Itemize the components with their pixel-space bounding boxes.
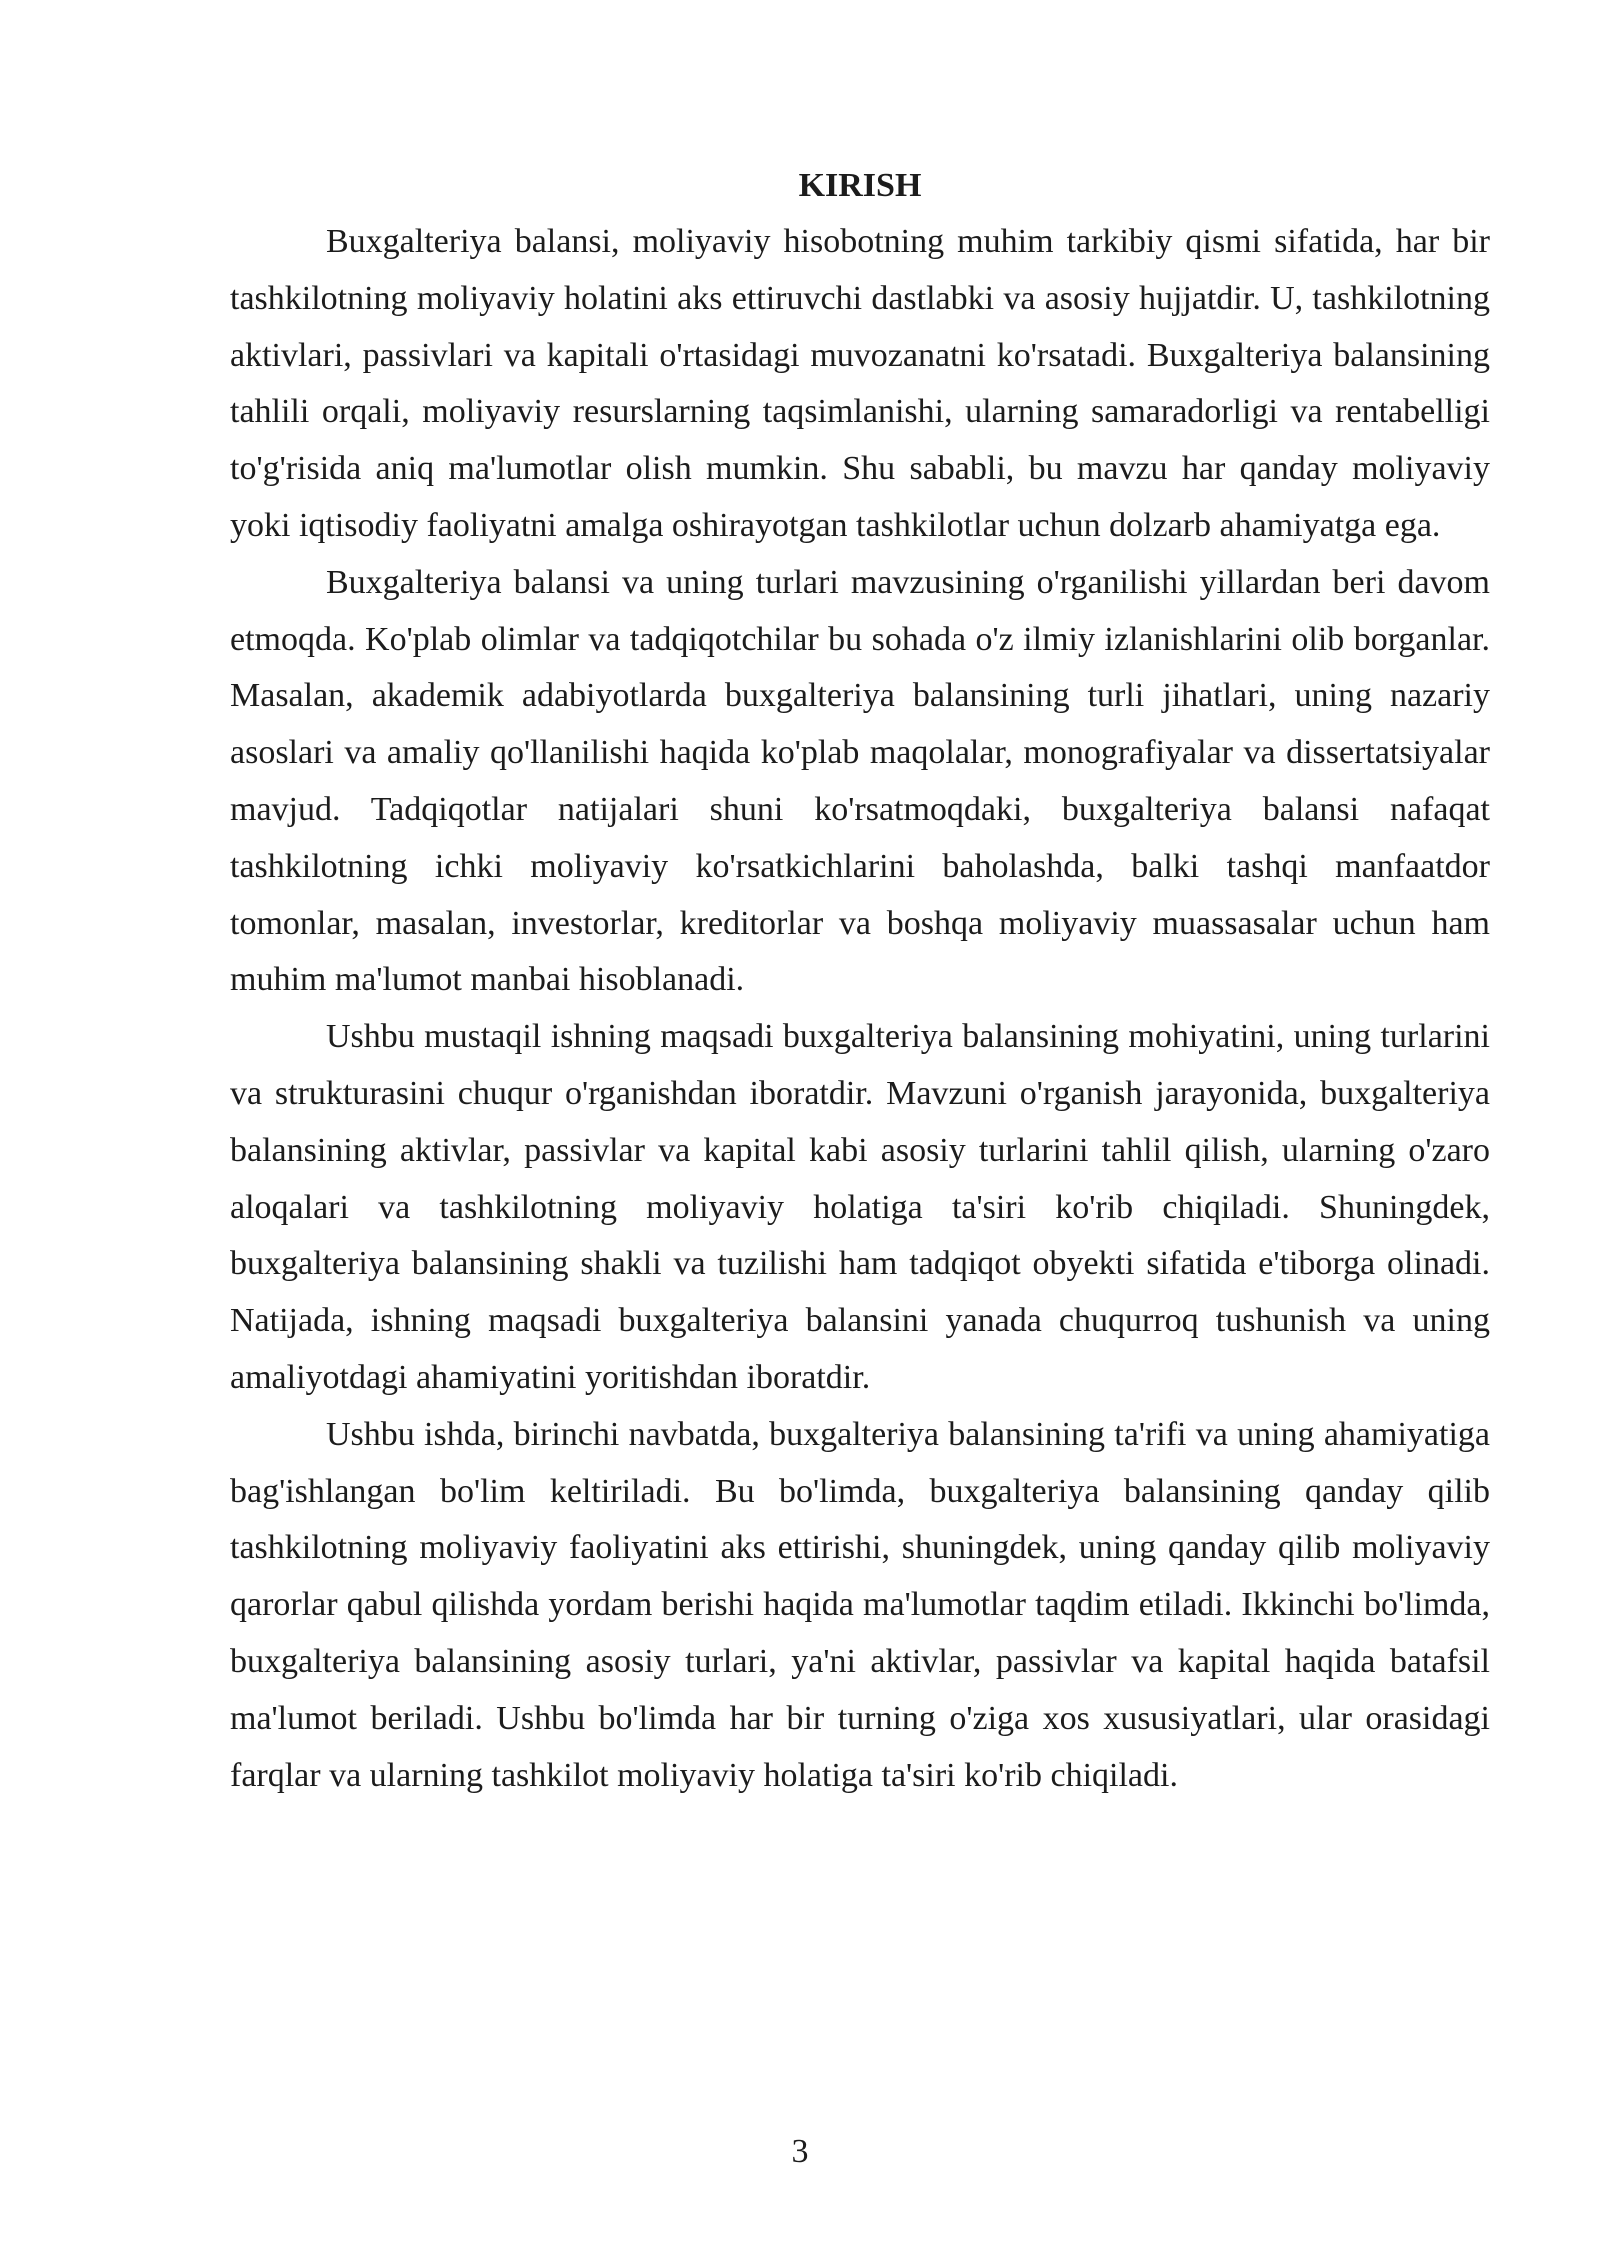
paragraph: Buxgalteriya balansi, moliyaviy hisobotning muhim tarkibiy qismi sifatida, har bir tashkilotning moliyaviy holatini aks ettiruvchi dastlabki va asosiy hujjatdir. U, tashkilotning aktivlari, passivlari va kapitali o'rtasidagi muvozanatni ko'rsatadi. Buxgalteriya balansining tahlili orqali, moliyaviy resurslarning taqsimlanishi, ularning samaradorligi va rentabelligi to'g'risida aniq ma'lumotlar olish mumkin. Shu sababli, bu mavzu har qanday moliyaviy yoki iqtisodiy faoliyatni amalga oshirayotgan tashkilotlar uchun dolzarb ahamiyatga ega. [230, 223, 1490, 544]
paragraph: Ushbu ishda, birinchi navbatda, buxgalteriya balansining ta'rifi va uning ahamiyatiga bag'ishlangan bo'lim keltiriladi. Bu bo'limda, buxgalteriya balansining qanday qilib tashkilotning moliyaviy faoliyatini aks ettirishi, shuningdek, uning qanday qilib moliyaviy qarorlar qabul qilishda yordam berishi haqida ma'lumotlar taqdim etiladi. Ikkinchi bo'limda, buxgalteriya balansining asosiy turlari, ya'ni aktivlar, passivlar va kapital haqida batafsil ma'lumot beriladi. Ushbu bo'limda har bir turning o'ziga xos xususiyatlari, ular orasidagi farqlar va ularning tashkilot moliyaviy holatiga ta'siri ko'rib chiqiladi. [230, 1415, 1490, 1794]
page-number: 3 [791, 2133, 809, 2170]
paragraph: Ushbu mustaqil ishning maqsadi buxgalteriya balansining mohiyatini, uning turlarini va strukturasini chuqur o'rganishdan iboratdir. Mavzuni o'rganish jarayonida, buxgalteriya balansining aktivlar, passivlar va kapital kabi asosiy turlarini tahlil qilish, ularning o'zaro aloqalari va tashkilotning moliyaviy holatiga ta'siri ko'rib chiqiladi. Shuningdek, buxgalteriya balansining shakli va tuzilishi ham tadqiqot obyekti sifatida e'tiborga olinadi. Natijada, ishning maqsadi buxgalteriya balansini yanada chuqurroq tushunish va uning amaliyotdagi ahamiyatini yoritishdan iboratdir. [230, 1018, 1490, 1396]
paragraph: Buxgalteriya balansi va uning turlari mavzusining o'rganilishi yillardan beri davom etmoqda. Ko'plab olimlar va tadqiqotchilar bu sohada o'z ilmiy izlanishlarini olib borganlar. Masalan, akademik adabiyotlarda buxgalteriya balansining turli jihatlari, uning nazariy asoslari va amaliy qo'llanilishi haqida ko'plab maqolalar, monografiyalar va dissertatsiyalar mavjud. Tadqiqotlar natijalari shuni ko'rsatmoqdaki, buxgalteriya balansi nafaqat tashkilotning ichki moliyaviy ko'rsatkichlarini baholashda, balki tashqi manfaatdor tomonlar, masalan, investorlar, kreditorlar va boshqa moliyaviy muassasalar uchun ham muhim ma'lumot manbai hisoblanadi. [230, 563, 1490, 999]
section-title: KIRISH [798, 167, 922, 204]
page-content [230, 158, 1490, 1804]
